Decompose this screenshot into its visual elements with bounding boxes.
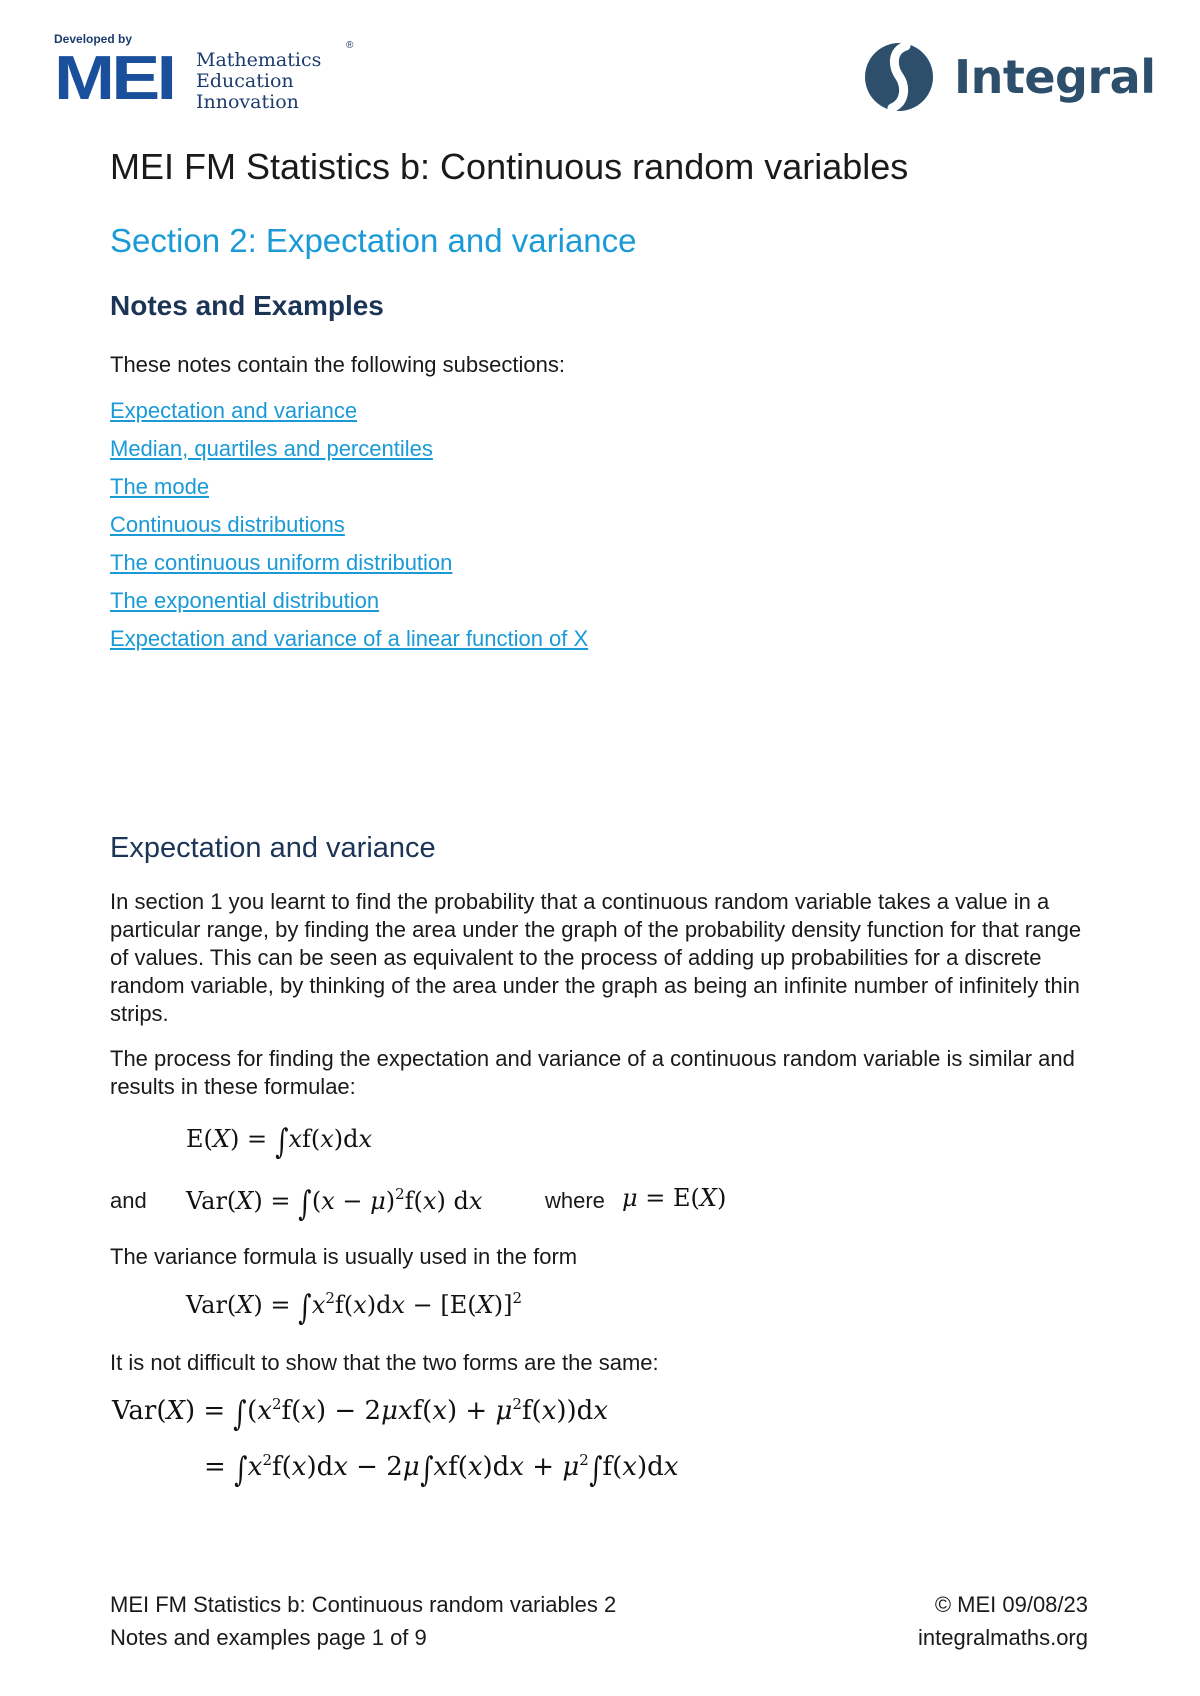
paragraph-probability-area: In section 1 you learnt to find the probability that a continuous random variable takes a value in a particular range, by finding the area under the graph of the probability density function for that range of values. This can be seen as equivalent to the process of adding up probabilities for a discrete random variable, by thinking of the area under the graph as being an infinite number of infinitely thin strips. xyxy=(110,889,1082,1026)
integral-logo-text: Integral xyxy=(954,50,1156,104)
formula-derivation-line1: $Var(X) = \int(x^2f(x) - 2\mu xf(x) + \mu^2f(x))dx$ xyxy=(112,1394,608,1434)
formula-mu-definition: μ = E(X) xyxy=(622,1184,727,1212)
formula-variance-usual-form: $Var(X) = \int x^2f(x)dx - [E(X)]^2$ xyxy=(186,1288,522,1328)
paragraph-equivalence: It is not difficult to show that the two forms are the same: xyxy=(110,1350,659,1375)
footer-document-name: MEI FM Statistics b: Continuous random variables 2 xyxy=(110,1592,617,1617)
document-title: MEI FM Statistics b: Continuous random variables xyxy=(110,146,909,187)
registered-mark: ® xyxy=(346,40,354,51)
toc-item xyxy=(110,626,588,664)
mei-word-education: Education xyxy=(196,70,294,92)
label-and: and xyxy=(110,1188,147,1213)
paragraph-usual-form: The variance formula is usually used in the form xyxy=(110,1244,578,1269)
subsection-list xyxy=(110,398,588,664)
formula-expectation: E(X) = ∫xf(x)dx xyxy=(186,1122,373,1162)
footer-page-number: Notes and examples page 1 of 9 xyxy=(110,1625,427,1650)
expectation-variance-heading: Expectation and variance xyxy=(110,832,436,864)
toc-link-continuous-uniform[interactable]: The continuous uniform distribution xyxy=(110,550,453,575)
toc-item xyxy=(110,474,588,512)
footer-right xyxy=(918,1588,1088,1654)
toc-link-exponential[interactable]: The exponential distribution xyxy=(110,588,380,613)
integral-logo xyxy=(862,36,1162,116)
intro-text: These notes contain the following subsections: xyxy=(110,352,565,377)
mei-logo-words xyxy=(196,50,321,113)
formula-derivation-line2: = $\int x^2f(x)dx - 2\mu\int xf(x)dx + \mu^2\int f(x)dx$ xyxy=(204,1450,679,1490)
mei-logo-letters: MEI xyxy=(54,44,174,113)
section-title: Section 2: Expectation and variance xyxy=(110,222,637,259)
label-where: where xyxy=(545,1188,605,1213)
mei-logo xyxy=(54,30,374,113)
toc-item xyxy=(110,512,588,550)
mei-word-innovation: Innovation xyxy=(196,91,299,113)
toc-link-mode[interactable]: The mode xyxy=(110,474,210,499)
toc-link-expectation-variance[interactable]: Expectation and variance xyxy=(110,398,358,423)
toc-link-linear-function[interactable]: Expectation and variance of a linear function of X xyxy=(110,626,589,651)
formula-variance-definition: $Var(X) = \int(x - \mu)^2f(x)$ dx xyxy=(186,1184,483,1224)
developed-by-label: Developed by xyxy=(54,32,133,46)
notes-heading: Notes and Examples xyxy=(110,290,384,321)
paragraph-process: The process for finding the expectation and variance of a continuous random variable is similar and results in these formulae: xyxy=(110,1046,1075,1099)
toc-item xyxy=(110,436,588,474)
toc-item xyxy=(110,398,588,436)
footer-copyright: © MEI 09/08/23 xyxy=(934,1592,1088,1617)
toc-item xyxy=(110,588,588,626)
mei-word-mathematics: Mathematics xyxy=(196,49,322,71)
footer-left xyxy=(110,1588,616,1654)
toc-link-continuous-distributions[interactable]: Continuous distributions xyxy=(110,512,345,537)
toc-item xyxy=(110,550,588,588)
toc-link-median-quartiles[interactable]: Median, quartiles and percentiles xyxy=(110,436,433,461)
footer-website: integralmaths.org xyxy=(918,1625,1088,1650)
integral-mark-icon xyxy=(862,40,936,114)
